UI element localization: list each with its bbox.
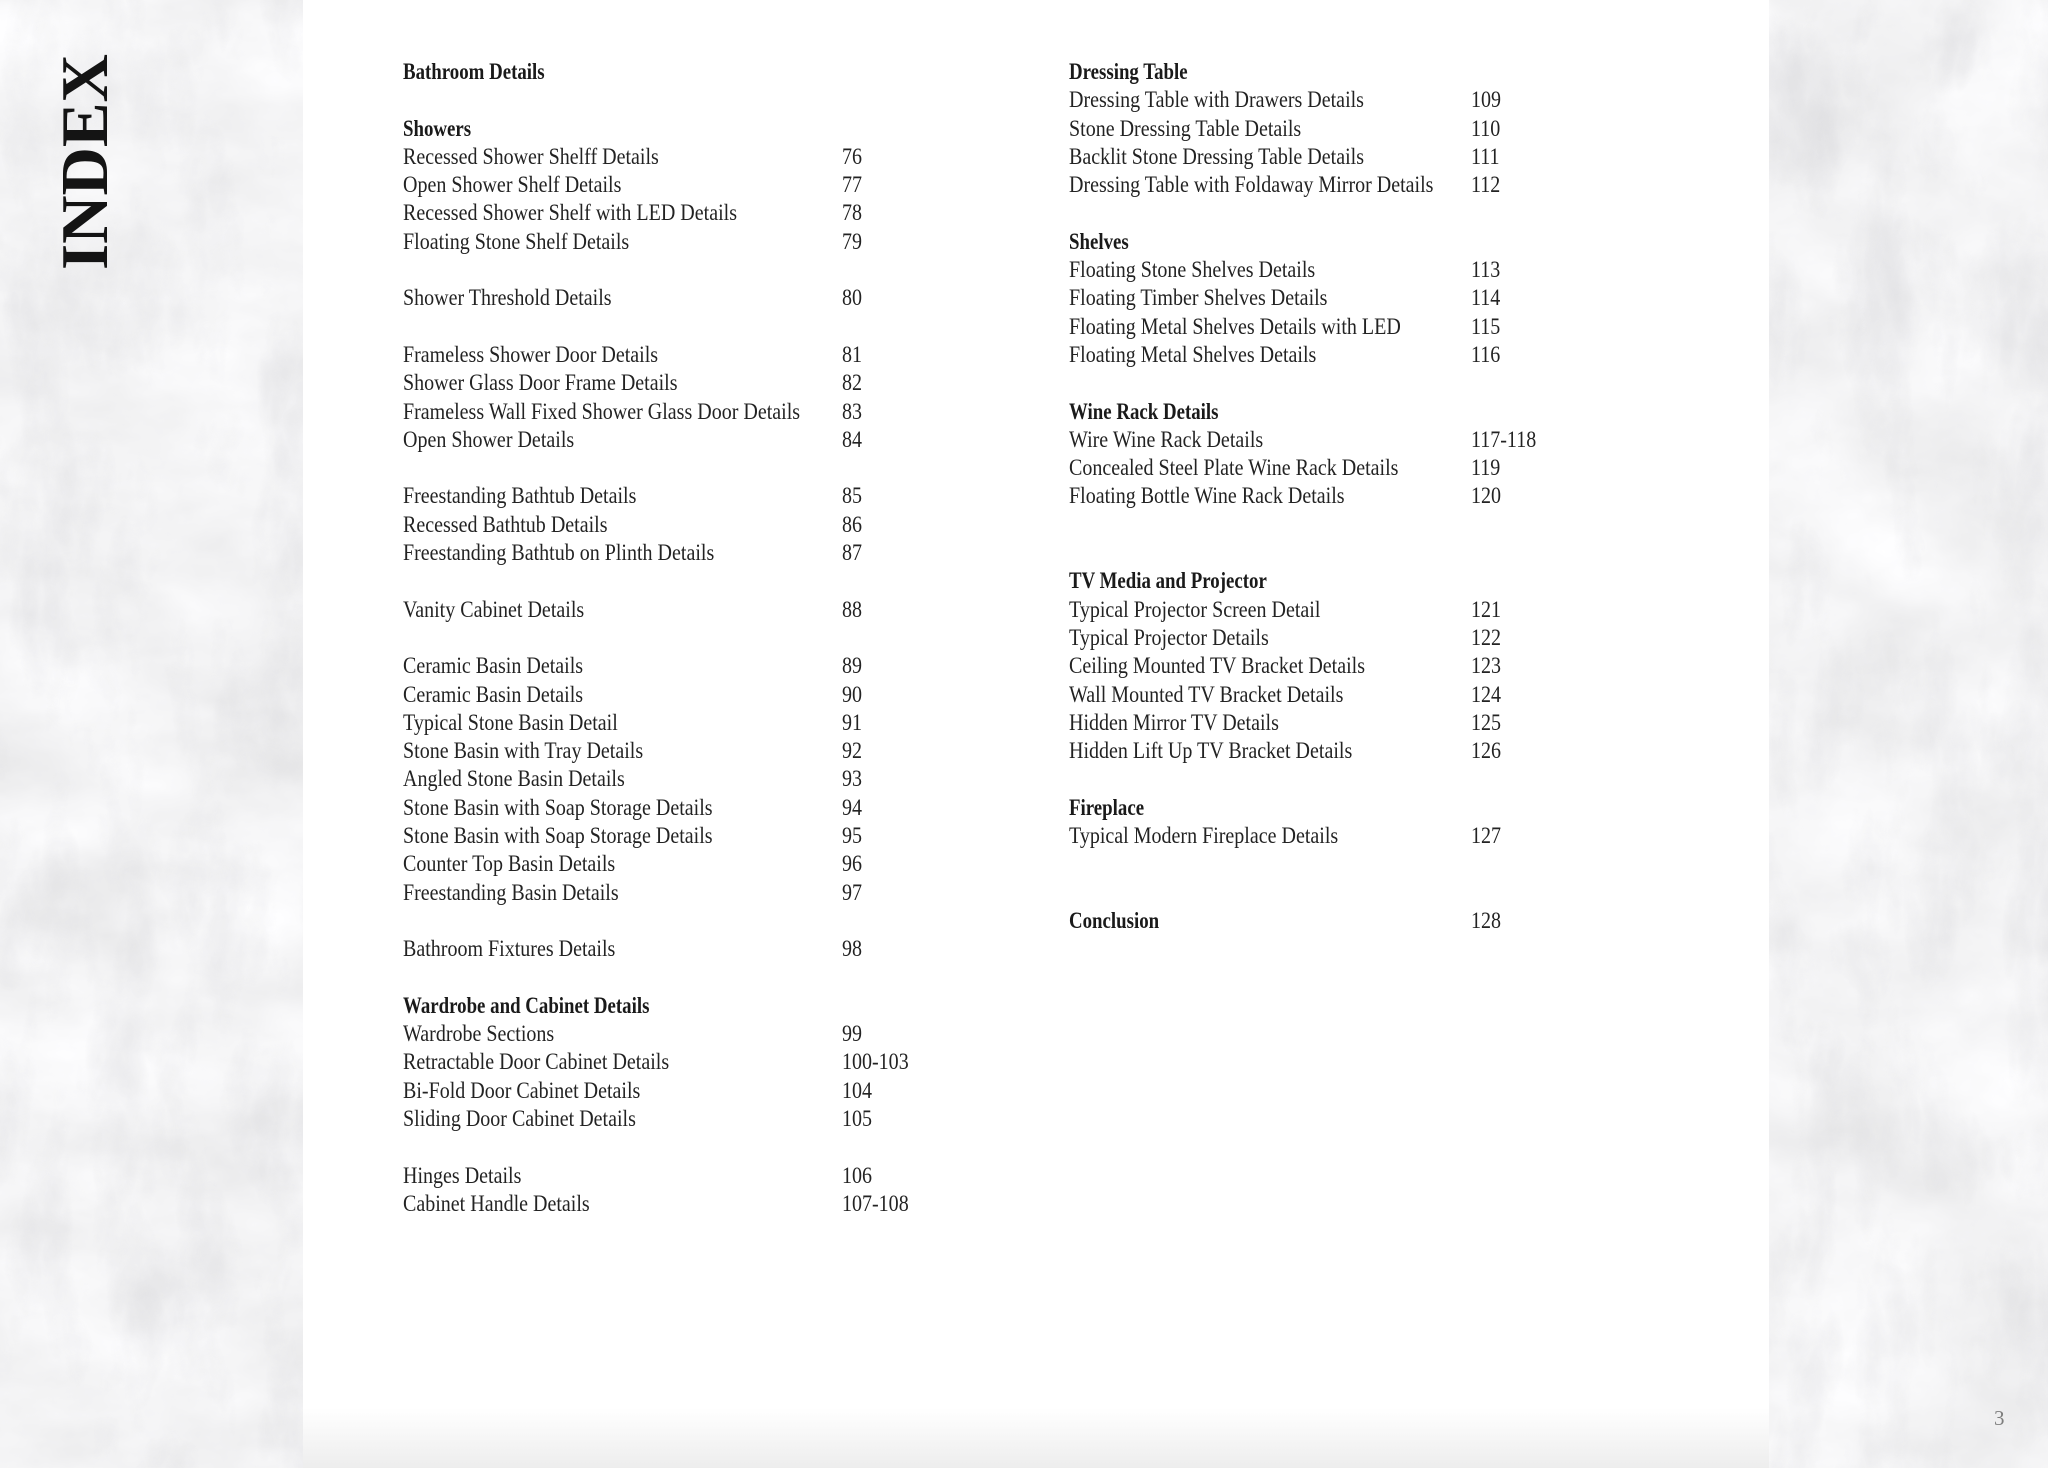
index-entry xyxy=(1069,284,1501,312)
entry-page-number: 80 xyxy=(842,285,863,311)
entry-title: Concealed Steel Plate Wine Rack Details xyxy=(1069,455,1399,481)
entry-title: Freestanding Bathtub Details xyxy=(403,483,637,509)
index-entry xyxy=(403,1105,873,1133)
entry-title: Floating Stone Shelf Details xyxy=(403,228,630,254)
index-entry xyxy=(403,709,863,737)
index-entry xyxy=(1069,143,1500,171)
entry-title: Cabinet Handle Details xyxy=(403,1190,590,1216)
entry-title: Dressing Table with Foldaway Mirror Details xyxy=(1069,172,1434,198)
index-entry xyxy=(403,652,863,680)
entry-page-number: 116 xyxy=(1471,341,1501,367)
index-entry xyxy=(403,765,863,793)
section-header xyxy=(1069,794,1488,822)
index-entry xyxy=(1069,341,1501,369)
entry-title: Stone Dressing Table Details xyxy=(1069,115,1302,141)
section-header xyxy=(403,115,859,143)
index-entry xyxy=(403,171,863,199)
index-column-right xyxy=(1069,58,1537,935)
index-section xyxy=(403,58,859,86)
index-section xyxy=(403,1162,909,1219)
index-entry xyxy=(403,199,863,227)
index-entry xyxy=(1069,256,1501,284)
entry-title: Bathroom Fixtures Details xyxy=(403,936,616,962)
index-section xyxy=(403,115,863,256)
marble-right-panel xyxy=(1769,0,2048,1468)
index-entry xyxy=(403,369,863,397)
index-entry xyxy=(403,398,863,426)
index-section xyxy=(403,341,863,454)
entry-page-number: 125 xyxy=(1471,709,1502,735)
section-header-label: TV Media and Projector xyxy=(1069,568,1267,594)
index-entry xyxy=(403,284,863,312)
entry-title: Open Shower Details xyxy=(403,426,575,452)
entry-page-number: 94 xyxy=(842,794,863,820)
index-section xyxy=(403,652,863,907)
entry-title: Typical Projector Screen Detail xyxy=(1069,596,1321,622)
index-entry xyxy=(1069,596,1502,624)
entry-page-number: 76 xyxy=(842,143,863,169)
index-entry xyxy=(403,935,863,963)
section-header-label: Wardrobe and Cabinet Details xyxy=(403,992,650,1018)
entry-page-number: 113 xyxy=(1471,257,1501,283)
entry-title: Frameless Wall Fixed Shower Glass Door Details xyxy=(403,398,801,424)
section-header xyxy=(1069,228,1488,256)
entry-title: Wall Mounted TV Bracket Details xyxy=(1069,681,1344,707)
section-header xyxy=(1069,58,1488,86)
entry-page-number: 97 xyxy=(842,879,863,905)
index-entry xyxy=(403,596,863,624)
index-entry xyxy=(403,737,863,765)
section-header-label: Fireplace xyxy=(1069,794,1145,820)
entry-page-number: 96 xyxy=(842,851,863,877)
index-entry xyxy=(403,1048,909,1076)
entry-title: Freestanding Bathtub on Plinth Details xyxy=(403,540,715,566)
entry-title: Hidden Lift Up TV Bracket Details xyxy=(1069,738,1353,764)
entry-page-number: 78 xyxy=(842,200,863,226)
entry-title: Ceramic Basin Details xyxy=(403,653,584,679)
index-entry xyxy=(403,1190,909,1218)
entry-page-number: 92 xyxy=(842,738,863,764)
index-entry xyxy=(1069,313,1501,341)
entry-title: Wire Wine Rack Details xyxy=(1069,426,1264,452)
entry-title: Floating Bottle Wine Rack Details xyxy=(1069,483,1345,509)
index-entry xyxy=(403,1077,873,1105)
entry-title: Vanity Cabinet Details xyxy=(403,596,585,622)
page-number: 3 xyxy=(1994,1406,2005,1430)
entry-title: Sliding Door Cabinet Details xyxy=(403,1105,636,1131)
index-entry xyxy=(1069,171,1501,199)
entry-page-number: 104 xyxy=(842,1077,873,1103)
entry-page-number: 105 xyxy=(842,1105,873,1131)
index-entry xyxy=(1069,426,1537,454)
entry-title: Typical Projector Details xyxy=(1069,624,1269,650)
marble-left-panel xyxy=(0,0,303,1468)
index-entry xyxy=(403,850,863,878)
section-header xyxy=(1069,567,1488,595)
index-column-left xyxy=(403,58,909,1218)
entry-title: Retractable Door Cabinet Details xyxy=(403,1049,670,1075)
index-entry xyxy=(1069,709,1502,737)
entry-page-number: 82 xyxy=(842,370,863,396)
entry-title: Stone Basin with Tray Details xyxy=(403,738,644,764)
section-header-label: Bathroom Details xyxy=(403,59,545,84)
section-header xyxy=(403,992,859,1020)
section-header xyxy=(1069,398,1488,426)
entry-title: Ceramic Basin Details xyxy=(403,681,584,707)
index-entry xyxy=(1069,482,1502,510)
page-title: INDEX xyxy=(48,54,122,270)
entry-page-number: 100-103 xyxy=(842,1049,909,1075)
entry-title: Hidden Mirror TV Details xyxy=(1069,709,1279,735)
entry-title: Hinges Details xyxy=(403,1162,522,1188)
entry-page-number: 114 xyxy=(1471,285,1501,311)
index-section xyxy=(1069,794,1502,851)
index-entry xyxy=(403,1020,863,1048)
index-entry xyxy=(1069,737,1502,765)
paper-bottom-shade xyxy=(303,1408,1769,1468)
entry-page-number: 126 xyxy=(1471,738,1502,764)
entry-page-number: 122 xyxy=(1471,624,1502,650)
index-section xyxy=(403,992,909,1133)
index-entry xyxy=(403,482,863,510)
entry-title: Angled Stone Basin Details xyxy=(403,766,625,792)
index-section xyxy=(1069,228,1501,369)
entry-page-number: 123 xyxy=(1471,653,1502,679)
index-section xyxy=(403,596,863,624)
index-section xyxy=(1069,398,1537,511)
index-entry xyxy=(1069,822,1502,850)
entry-title: Dressing Table with Drawers Details xyxy=(1069,87,1364,113)
entry-title: Stone Basin with Soap Storage Details xyxy=(403,794,713,820)
marble-texture xyxy=(0,0,303,1468)
section-header-label: Shelves xyxy=(1069,228,1129,254)
entry-page-number: 77 xyxy=(842,172,863,198)
entry-title: Floating Timber Shelves Details xyxy=(1069,285,1328,311)
entry-title: Open Shower Shelf Details xyxy=(403,172,622,198)
entry-page-number: 110 xyxy=(1471,115,1501,141)
index-entry xyxy=(1069,652,1502,680)
index-section xyxy=(1069,58,1502,199)
entry-title: Recessed Bathtub Details xyxy=(403,511,608,537)
entry-title: Recessed Shower Shelf with LED Details xyxy=(403,200,737,226)
section-header-label: Conclusion xyxy=(1069,907,1160,933)
entry-page-number: 95 xyxy=(842,823,863,849)
index-section xyxy=(403,284,863,312)
entry-page-number: 87 xyxy=(842,540,863,566)
entry-page-number: 106 xyxy=(842,1162,873,1188)
entry-page-number: 98 xyxy=(842,936,863,962)
section-header-label: Dressing Table xyxy=(1069,59,1188,84)
entry-title: Wardrobe Sections xyxy=(403,1021,555,1047)
entry-page-number: 121 xyxy=(1471,596,1502,622)
entry-page-number: 109 xyxy=(1471,87,1502,113)
index-entry xyxy=(403,511,863,539)
entry-title: Floating Metal Shelves Details with LED xyxy=(1069,313,1401,339)
index-entry xyxy=(403,794,863,822)
entry-page-number: 120 xyxy=(1471,483,1502,509)
entry-page-number: 127 xyxy=(1471,823,1502,849)
index-section xyxy=(1069,567,1502,765)
entry-title: Bi-Fold Door Cabinet Details xyxy=(403,1077,641,1103)
entry-page-number: 81 xyxy=(842,341,863,367)
entry-page-number: 124 xyxy=(1471,681,1502,707)
entry-title: Counter Top Basin Details xyxy=(403,851,616,877)
paper xyxy=(303,0,1769,1468)
entry-title: Shower Threshold Details xyxy=(403,285,612,311)
entry-title: Typical Stone Basin Detail xyxy=(403,709,618,735)
index-entry xyxy=(403,1162,873,1190)
entry-title: Backlit Stone Dressing Table Details xyxy=(1069,143,1364,169)
section-header-label: Showers xyxy=(403,115,472,141)
index-entry xyxy=(403,681,863,709)
index-entry xyxy=(403,879,863,907)
entry-page-number: 112 xyxy=(1471,172,1501,198)
section-header xyxy=(1069,907,1502,935)
index-entry xyxy=(1069,115,1501,143)
entry-page-number: 119 xyxy=(1471,455,1501,481)
entry-page-number: 84 xyxy=(842,426,863,452)
entry-page-number: 128 xyxy=(1471,907,1502,933)
index-entry xyxy=(1069,681,1502,709)
entry-title: Shower Glass Door Frame Details xyxy=(403,370,678,396)
index-entry xyxy=(1069,454,1501,482)
index-entry xyxy=(403,539,863,567)
entry-page-number: 115 xyxy=(1471,313,1501,339)
entry-page-number: 86 xyxy=(842,511,863,537)
entry-page-number: 89 xyxy=(842,653,863,679)
index-entry xyxy=(403,822,863,850)
index-section xyxy=(1069,907,1502,935)
section-header xyxy=(403,58,859,86)
entry-page-number: 99 xyxy=(842,1021,863,1047)
entry-page-number: 90 xyxy=(842,681,863,707)
index-entry xyxy=(1069,86,1502,114)
index-entry xyxy=(1069,624,1502,652)
index-entry xyxy=(403,341,863,369)
index-entry xyxy=(403,143,863,171)
entry-page-number: 117-118 xyxy=(1471,426,1537,452)
index-entry xyxy=(403,228,863,256)
entry-page-number: 79 xyxy=(842,228,863,254)
entry-page-number: 85 xyxy=(842,483,863,509)
index-section xyxy=(403,935,863,963)
entry-page-number: 91 xyxy=(842,709,863,735)
section-header-label: Wine Rack Details xyxy=(1069,398,1219,424)
entry-title: Floating Metal Shelves Details xyxy=(1069,341,1317,367)
entry-title: Floating Stone Shelves Details xyxy=(1069,257,1316,283)
entry-title: Freestanding Basin Details xyxy=(403,879,619,905)
entry-page-number: 93 xyxy=(842,766,863,792)
marble-texture xyxy=(1769,0,2048,1468)
entry-page-number: 107-108 xyxy=(842,1190,909,1216)
entry-title: Stone Basin with Soap Storage Details xyxy=(403,823,713,849)
entry-page-number: 88 xyxy=(842,596,863,622)
entry-page-number: 83 xyxy=(842,398,863,424)
index-section xyxy=(403,482,863,567)
entry-page-number: 111 xyxy=(1471,143,1500,169)
index-entry xyxy=(403,426,863,454)
entry-title: Ceiling Mounted TV Bracket Details xyxy=(1069,653,1366,679)
entry-title: Recessed Shower Shelff Details xyxy=(403,143,659,169)
entry-title: Typical Modern Fireplace Details xyxy=(1069,823,1339,849)
entry-title: Frameless Shower Door Details xyxy=(403,341,659,367)
